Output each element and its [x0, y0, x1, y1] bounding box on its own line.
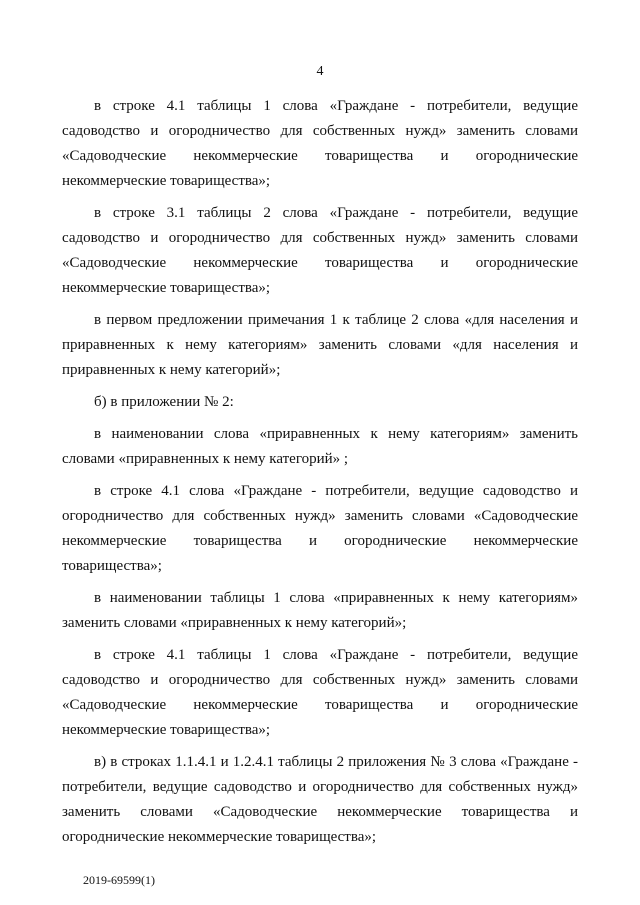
- paragraph: в строке 4.1 слова «Граждане - потребители, ведущие садоводство и огородничество для собственных нужд» заменить словами «Садоводческие некоммерческие товарищества и огороднические некоммерческие товарищества»;: [62, 483, 578, 574]
- paragraph: в) в строках 1.1.4.1 и 1.2.4.1 таблицы 2 приложения № 3 слова «Граждане - потребители, ведущие садоводство и огородничество для собственных нужд» заменить словами «Садоводческие некоммерческие товарищества и огороднические некоммерческие товарищества»;: [62, 754, 578, 845]
- paragraph: в наименовании таблицы 1 слова «приравненных к нему категориям» заменить словами «приравненных к нему категорий»;: [62, 590, 578, 631]
- paragraph: в наименовании слова «приравненных к нему категориям» заменить словами «приравненных к нему категорий» ;: [62, 426, 578, 467]
- page-number: 4: [316, 64, 324, 79]
- paragraph: в первом предложении примечания 1 к таблице 2 слова «для населения и приравненных к нему категориям» заменить словами «для населения и приравненных к нему категорий»;: [62, 312, 578, 378]
- paragraph: в строке 3.1 таблицы 2 слова «Граждане - потребители, ведущие садоводство и огородничество для собственных нужд» заменить словами «Садоводческие некоммерческие товарищества и огороднические некоммерческие товарищества»;: [62, 205, 578, 296]
- paragraph: б) в приложении № 2:: [94, 394, 234, 410]
- paragraph: в строке 4.1 таблицы 1 слова «Граждане - потребители, ведущие садоводство и огородничество для собственных нужд» заменить словами «Садоводческие некоммерческие товарищества и огороднические некоммерческие товарищества»;: [62, 98, 578, 189]
- document-code: 2019-69599(1): [83, 873, 155, 887]
- document-body: [62, 94, 578, 857]
- paragraph: в строке 4.1 таблицы 1 слова «Граждане - потребители, ведущие садоводство и огородничество для собственных нужд» заменить словами «Садоводческие некоммерческие товарищества и огороднические некоммерческие товарищества»;: [62, 647, 578, 738]
